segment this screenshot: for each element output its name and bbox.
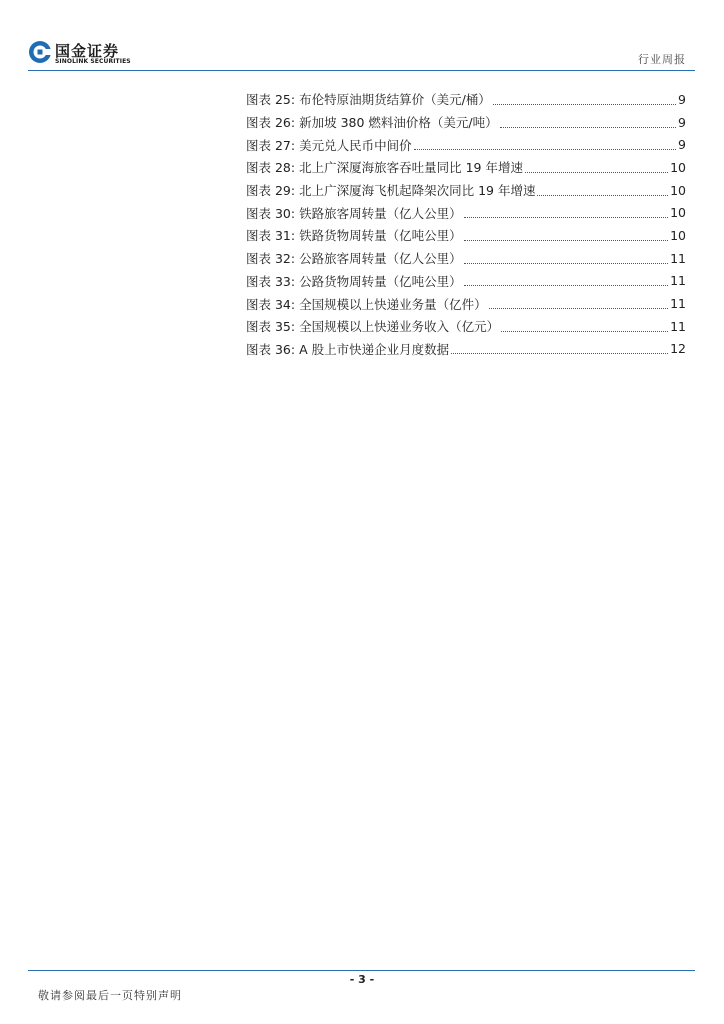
toc-entry-label: 图表 30:	[246, 205, 296, 221]
toc-entry-title: 公路旅客周转量（亿人公里）	[299, 251, 462, 267]
toc-entry-page: 11	[670, 318, 686, 334]
footer-divider	[28, 970, 695, 971]
toc-entry[interactable]	[246, 88, 686, 111]
toc-entry-title: 布伦特原油期货结算价（美元/桶）	[299, 92, 491, 108]
toc-entry-page: 10	[670, 205, 686, 221]
toc-dot-leader	[464, 205, 668, 218]
toc-entry-label: 图表 33:	[246, 273, 296, 289]
toc-entry[interactable]	[246, 247, 686, 270]
disclaimer-note: 敬请参阅最后一页特别声明	[38, 989, 182, 1002]
toc-entry-title: 美元兑人民币中间价	[299, 137, 412, 153]
toc-entry[interactable]	[246, 338, 686, 361]
toc-entry-title: 全国规模以上快递业务收入（亿元）	[299, 319, 500, 335]
toc-entry[interactable]	[246, 111, 686, 134]
page-number: - 3 -	[349, 973, 375, 986]
toc-entry[interactable]	[246, 133, 686, 156]
toc-entry-label: 图表 28:	[246, 160, 296, 176]
toc-dot-leader	[451, 341, 668, 354]
logo-chinese-name: 国金证券	[55, 42, 120, 60]
toc-dot-leader	[493, 92, 676, 105]
toc-entry-page: 9	[678, 137, 686, 153]
toc-entry-label: 图表 29:	[246, 183, 296, 199]
toc-entry-title: 全国规模以上快递业务量（亿件）	[299, 296, 487, 312]
toc-dot-leader	[464, 228, 668, 241]
toc-entry[interactable]	[246, 156, 686, 179]
toc-entry-title: 北上广深厦海飞机起降架次同比 19 年增速	[299, 183, 536, 199]
toc-entry[interactable]	[246, 315, 686, 338]
toc-entry-title: A 股上市快递企业月度数据	[299, 341, 450, 357]
report-type-label: 行业周报	[638, 53, 686, 66]
toc-entry[interactable]	[246, 179, 686, 202]
toc-entry-label: 图表 32:	[246, 251, 296, 267]
toc-entry-label: 图表 36:	[246, 341, 296, 357]
toc-entry-page: 9	[678, 91, 686, 107]
toc-dot-leader	[537, 183, 668, 196]
toc-entry-page: 9	[678, 114, 686, 130]
logo-english-name: SINOLINK SECURITIES	[55, 58, 131, 65]
sinolink-logo-icon	[28, 40, 52, 64]
toc-entry-label: 图表 27:	[246, 137, 296, 153]
toc-entry-page: 11	[670, 250, 686, 266]
toc-entry-label: 图表 31:	[246, 228, 296, 244]
toc-dot-leader	[464, 273, 668, 286]
company-logo	[28, 40, 138, 68]
toc-dot-leader	[501, 319, 668, 332]
toc-entry-page: 10	[670, 159, 686, 175]
toc-dot-leader	[500, 115, 676, 128]
toc-entry-page: 12	[670, 341, 686, 357]
toc-entry[interactable]	[246, 224, 686, 247]
toc-entry-title: 铁路旅客周转量（亿人公里）	[299, 205, 462, 221]
toc-entry-label: 图表 25:	[246, 92, 296, 108]
toc-entry-title: 公路货物周转量（亿吨公里）	[299, 273, 462, 289]
toc-entry-title: 北上广深厦海旅客吞吐量同比 19 年增速	[299, 160, 523, 176]
toc-entry-page: 11	[670, 296, 686, 312]
toc-entry-page: 11	[670, 273, 686, 289]
toc-entry[interactable]	[246, 201, 686, 224]
toc-entry[interactable]	[246, 270, 686, 293]
toc-dot-leader	[489, 296, 668, 309]
header-divider	[28, 70, 695, 71]
table-of-figures	[246, 88, 686, 360]
toc-entry-label: 图表 34:	[246, 296, 296, 312]
page-header	[0, 0, 724, 72]
toc-dot-leader	[414, 137, 676, 150]
toc-entry-title: 新加坡 380 燃料油价格（美元/吨）	[299, 115, 498, 131]
toc-entry[interactable]	[246, 292, 686, 315]
toc-dot-leader	[525, 160, 668, 173]
toc-entry-title: 铁路货物周转量（亿吨公里）	[299, 228, 462, 244]
toc-entry-label: 图表 35:	[246, 319, 296, 335]
toc-entry-label: 图表 26:	[246, 115, 296, 131]
toc-dot-leader	[464, 251, 668, 264]
toc-entry-page: 10	[670, 182, 686, 198]
toc-entry-page: 10	[670, 227, 686, 243]
